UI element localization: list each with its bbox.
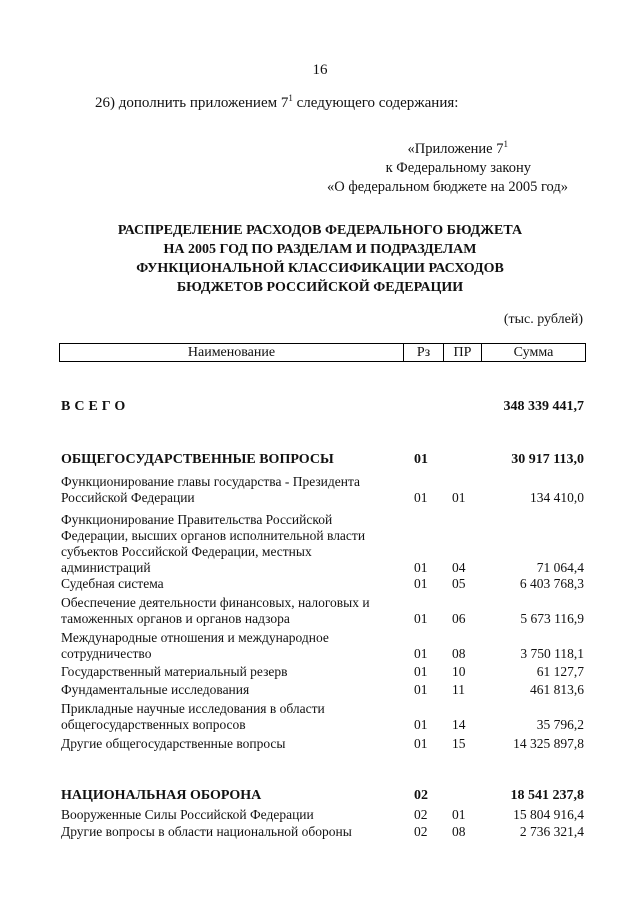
row-name: Функционирование главы государства - Президента Российской Федерации	[61, 474, 361, 505]
intro-superscript: 1	[288, 93, 293, 103]
row-name: Обеспечение деятельности финансовых, налоговых и таможенных органов и органов надзора	[61, 595, 370, 626]
row-rz: 01	[414, 717, 428, 732]
units-label: (тыс. рублей)	[503, 312, 583, 327]
row-pr: 06	[452, 611, 466, 626]
row-rz: 01	[414, 490, 428, 505]
row-amount: 2 736 321,4	[519, 824, 584, 839]
row-amount: 30 917 113,0	[511, 452, 584, 467]
row-rz: 01	[414, 560, 428, 575]
row-name: Вооруженные Силы Российской Федерации	[61, 807, 314, 822]
row-rz: 02	[414, 824, 428, 839]
row-amount: 461 813,6	[530, 682, 584, 697]
row-amount: 5 673 116,9	[520, 611, 584, 626]
row-rz: 01	[414, 646, 428, 661]
row-amount: 61 127,7	[536, 664, 584, 679]
annex-reference	[327, 140, 568, 197]
row-amount: 348 339 441,7	[503, 399, 584, 414]
row-pr: 10	[452, 664, 466, 679]
row-pr: 11	[452, 682, 465, 697]
page-number: 16	[312, 62, 328, 78]
row-amount: 3 750 118,1	[520, 646, 584, 661]
header-rz: Рз	[404, 344, 444, 361]
row-name: Другие вопросы в области национальной обороны	[61, 824, 352, 839]
row-rz: 02	[414, 788, 428, 803]
row-name: НАЦИОНАЛЬНАЯ ОБОРОНА	[61, 788, 262, 803]
row-amount: 71 064,4	[536, 560, 584, 575]
row-amount: 35 796,2	[536, 717, 584, 732]
row-pr: 15	[452, 736, 466, 751]
header-name: Наименование	[60, 344, 404, 361]
header-pr: ПР	[444, 344, 482, 361]
title-line-2: НА 2005 ГОД ПО РАЗДЕЛАМ И ПОДРАЗДЕЛАМ	[163, 242, 477, 257]
annex-line-2: к Федеральному закону	[385, 160, 531, 176]
row-name: Другие общегосударственные вопросы	[61, 736, 286, 751]
row-pr: 04	[452, 560, 466, 575]
row-name: Фундаментальные исследования	[61, 682, 250, 697]
row-pr: 01	[452, 807, 466, 822]
row-pr: 14	[452, 717, 466, 732]
row-name: Международные отношения и международное сотрудничество	[61, 630, 329, 661]
row-pr: 05	[452, 576, 466, 591]
title-line-3: ФУНКЦИОНАЛЬНОЙ КЛАССИФИКАЦИИ РАСХОДОВ	[136, 261, 504, 276]
row-amount: 14 325 897,8	[513, 736, 584, 751]
row-name: Прикладные научные исследования в области общегосударственных вопросов	[61, 701, 325, 732]
row-name: ВСЕГО	[61, 399, 130, 414]
row-name: Функционирование Правительства Российской Федерации, высших органов исполнительной власти субъектов Российской Федерации, местных администраций	[61, 512, 366, 575]
annex-title: «Приложение 7	[407, 141, 504, 157]
intro-text	[95, 95, 458, 112]
row-amount: 15 804 916,4	[513, 807, 584, 822]
header-sum: Сумма	[513, 345, 554, 360]
intro-prefix: 26) дополнить приложением 7	[95, 95, 289, 111]
row-pr: 08	[452, 824, 466, 839]
row-pr: 01	[452, 490, 466, 505]
row-amount: 134 410,0	[530, 490, 584, 505]
row-rz: 01	[414, 682, 428, 697]
row-name: ОБЩЕГОСУДАРСТВЕННЫЕ ВОПРОСЫ	[61, 452, 334, 467]
row-pr: 08	[452, 646, 466, 661]
annex-line-1	[327, 140, 568, 159]
title-line-4: БЮДЖЕТОВ РОССИЙСКОЙ ФЕДЕРАЦИИ	[176, 280, 464, 295]
annex-line-3: «О федеральном бюджете на 2005 год»	[327, 179, 568, 195]
row-rz: 01	[414, 611, 428, 626]
row-amount: 6 403 768,3	[519, 576, 584, 591]
row-rz: 01	[414, 664, 428, 679]
intro-suffix: следующего содержания:	[292, 95, 459, 111]
annex-superscript: 1	[503, 139, 508, 150]
table-header	[59, 343, 586, 362]
row-rz: 01	[414, 576, 428, 591]
row-amount: 18 541 237,8	[510, 788, 584, 803]
document-title	[0, 221, 640, 297]
row-name: Судебная система	[61, 576, 164, 591]
row-rz: 01	[414, 452, 428, 467]
row-rz: 01	[414, 736, 428, 751]
row-name: Государственный материальный резерв	[61, 664, 288, 679]
row-rz: 02	[414, 807, 428, 822]
title-line-1: РАСПРЕДЕЛЕНИЕ РАСХОДОВ ФЕДЕРАЛЬНОГО БЮДЖЕТА	[117, 223, 523, 238]
